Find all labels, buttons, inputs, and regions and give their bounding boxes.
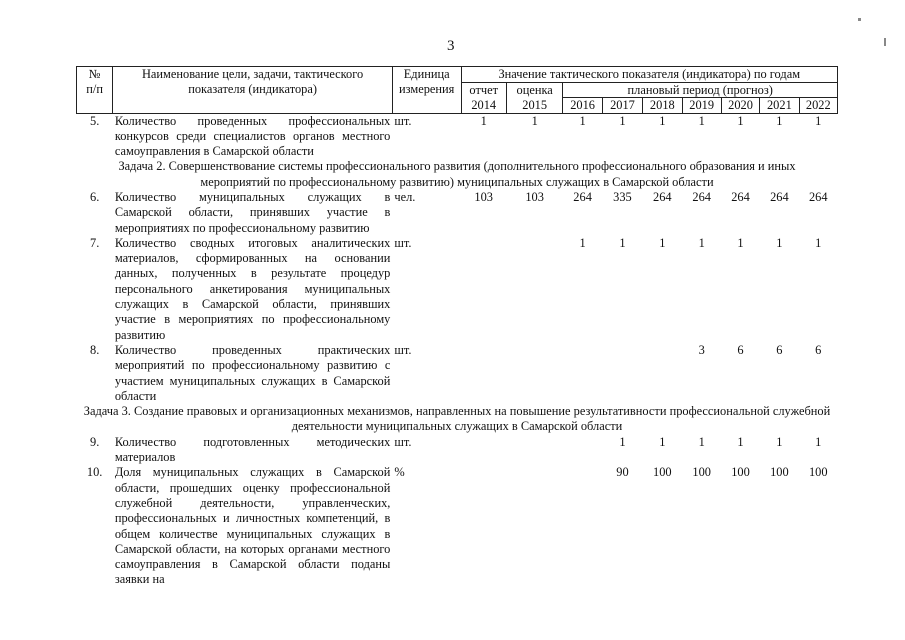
unit-cell: чел. xyxy=(394,189,416,204)
value-cell: 1 xyxy=(776,434,783,449)
table-row xyxy=(77,435,838,466)
unit-cell: шт. xyxy=(394,113,412,128)
scan-mark xyxy=(884,38,886,46)
value-cell: 1 xyxy=(776,113,783,128)
table-row xyxy=(77,236,838,343)
row-number: 10. xyxy=(86,465,103,480)
page-number: 3 xyxy=(447,38,455,54)
value-cell xyxy=(461,465,506,587)
table-body xyxy=(77,113,838,588)
value-cell: 335 xyxy=(613,189,632,204)
value-cell: 264 xyxy=(808,189,828,204)
header-year: 2021 xyxy=(760,98,799,114)
header-year: 2014 xyxy=(461,98,506,114)
header-plan-period: плановый период (прогноз) xyxy=(563,82,838,98)
row-number: 9. xyxy=(90,434,100,449)
header-values-group: Значение тактического показателя (индикатора) по годам xyxy=(461,67,838,83)
value-cell xyxy=(506,343,563,404)
value-cell: 1 xyxy=(531,113,538,128)
header-year: 2016 xyxy=(563,98,602,114)
unit-cell: шт. xyxy=(394,342,412,357)
task-row xyxy=(77,404,838,435)
value-cell: 100 xyxy=(808,465,828,480)
value-cell: 3 xyxy=(698,342,705,357)
header-unit: Единица измерения xyxy=(392,67,461,114)
value-cell: 1 xyxy=(619,434,626,449)
header-report: отчет xyxy=(461,82,506,98)
table-row xyxy=(77,113,838,159)
task-heading: Задача 2. Совершенствование системы профессионального развития (дополнительного профессионального образования и иных мероприятий по профессиональному развитию) муниципальных служащих в Самарской области xyxy=(118,159,796,189)
value-cell: 1 xyxy=(698,434,705,449)
value-cell: 1 xyxy=(659,434,666,449)
task-row xyxy=(77,159,838,190)
value-cell xyxy=(563,465,602,587)
value-cell: 103 xyxy=(474,189,493,204)
value-cell: 264 xyxy=(573,189,592,204)
value-cell xyxy=(602,343,642,404)
unit-cell: % xyxy=(394,465,405,480)
value-cell: 100 xyxy=(770,465,789,480)
value-cell: 1 xyxy=(815,235,822,250)
unit-cell: шт. xyxy=(394,434,412,449)
value-cell: 103 xyxy=(525,189,544,204)
indicator-name: Количество муниципальных служащих в Самарской области, принявших участие в мероприятиях по профессиональному развитию xyxy=(114,189,391,235)
value-cell: 1 xyxy=(619,235,626,250)
value-cell: 6 xyxy=(737,342,744,357)
value-cell: 1 xyxy=(698,113,705,128)
header-year: 2015 xyxy=(506,98,563,114)
value-cell: 1 xyxy=(737,434,744,449)
value-cell: 6 xyxy=(815,342,822,357)
header-year: 2020 xyxy=(721,98,759,114)
value-cell xyxy=(563,343,602,404)
header-estimate: оценка xyxy=(506,82,563,98)
table-row xyxy=(77,190,838,236)
value-cell: 1 xyxy=(776,235,783,250)
indicator-name: Доля муниципальных служащих в Самарской области, прошедших оценку профессиональной служебной деятельности, управленческих, профессиональных и личностных компетенций, в общем количестве муниципальных служащих в Самарской области, на которых органами местного самоуправления в Самарской области поданы заявки на xyxy=(114,465,391,587)
header-year: 2017 xyxy=(602,98,642,114)
unit-cell: шт. xyxy=(394,235,412,250)
indicator-table xyxy=(76,66,838,588)
value-cell xyxy=(563,435,602,466)
value-cell xyxy=(461,343,506,404)
indicator-name: Количество проведенных профессиональных конкурсов среди специалистов органов местного самоуправления в Самарской области xyxy=(114,113,391,159)
value-cell: 264 xyxy=(653,189,672,204)
row-number: 5. xyxy=(90,113,100,128)
scan-mark xyxy=(858,18,861,21)
value-cell xyxy=(461,236,506,343)
value-cell: 90 xyxy=(616,465,629,480)
indicator-name: Количество проведенных практических мероприятий по профессиональному развитию с участием муниципальных служащих в Самарской области xyxy=(114,342,391,403)
table-row xyxy=(77,343,838,404)
header-year: 2018 xyxy=(643,98,682,114)
row-number: 8. xyxy=(90,342,100,357)
row-number: 7. xyxy=(90,235,100,250)
row-number: 6. xyxy=(90,189,100,204)
value-cell: 1 xyxy=(815,113,822,128)
value-cell: 1 xyxy=(737,113,744,128)
value-cell xyxy=(643,343,682,404)
value-cell: 1 xyxy=(619,113,626,128)
header-num: № п/п xyxy=(77,67,113,114)
value-cell: 264 xyxy=(692,189,711,204)
table-row xyxy=(77,465,838,587)
value-cell: 1 xyxy=(815,434,822,449)
indicator-name: Количество подготовленных методических материалов xyxy=(114,434,391,465)
value-cell: 1 xyxy=(737,235,744,250)
indicator-name: Количество сводных итоговых аналитических материалов, сформированных на основании данных, полученных в результате процедур персонального анкетирования муниципальных служащих в Самарской области, принявших участие в мероприятиях по профессиональному развитию xyxy=(114,235,391,342)
value-cell: 6 xyxy=(776,342,783,357)
value-cell: 1 xyxy=(659,113,666,128)
value-cell xyxy=(461,435,506,466)
value-cell: 1 xyxy=(579,235,586,250)
value-cell: 100 xyxy=(731,465,750,480)
header-year: 2022 xyxy=(799,98,837,114)
value-cell: 1 xyxy=(659,235,666,250)
value-cell: 100 xyxy=(692,465,711,480)
header-year: 2019 xyxy=(682,98,721,114)
value-cell xyxy=(506,236,563,343)
header-name: Наименование цели, задачи, тактического показателя (индикатора) xyxy=(113,67,393,114)
value-cell: 1 xyxy=(480,113,487,128)
value-cell: 264 xyxy=(770,189,789,204)
table-header xyxy=(77,67,838,114)
value-cell: 264 xyxy=(731,189,750,204)
value-cell: 1 xyxy=(579,113,586,128)
value-cell: 100 xyxy=(653,465,672,480)
value-cell xyxy=(506,465,563,587)
value-cell: 1 xyxy=(698,235,705,250)
task-heading: Задача 3. Создание правовых и организационных механизмов, направленных на повышение результативности профессиональной служебной деятельности муниципальных служащих в Самарской области xyxy=(83,404,831,434)
value-cell xyxy=(506,435,563,466)
